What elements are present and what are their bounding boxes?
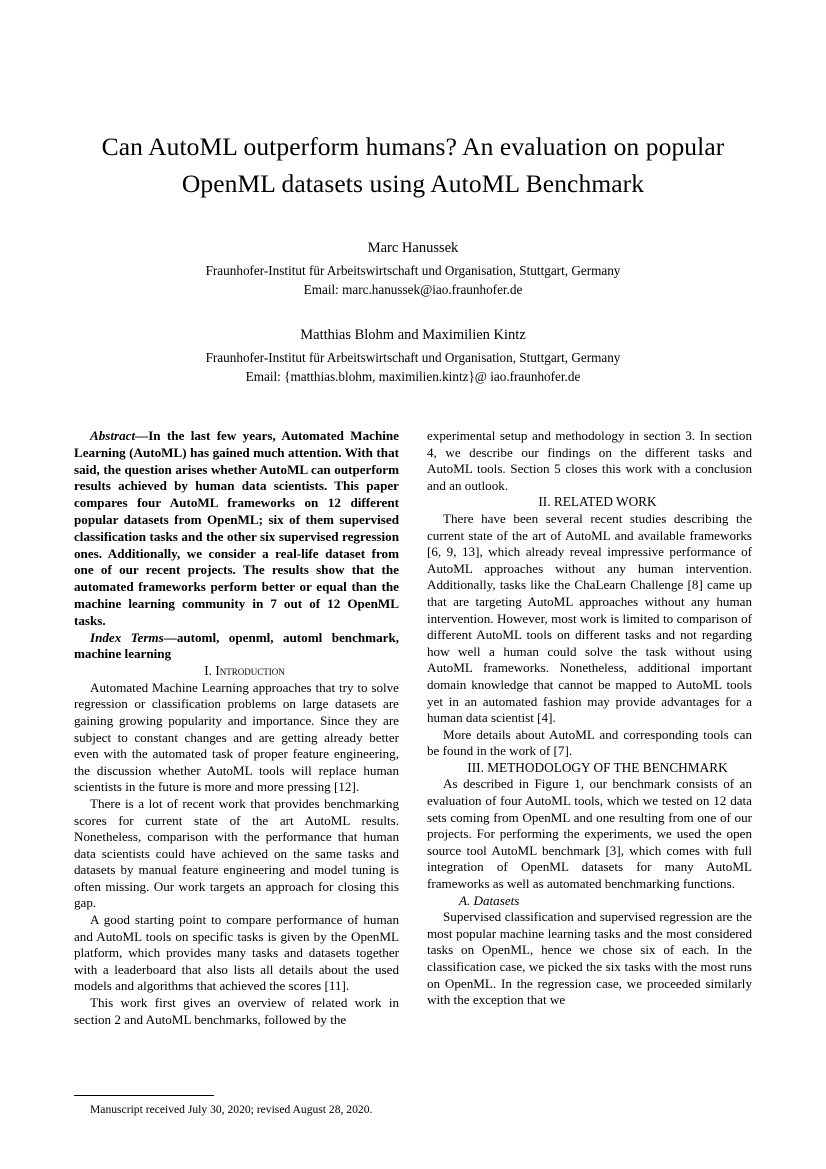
paragraph: A good starting point to compare performance of human and AutoML tools on specific tasks is given by the OpenML platform, which provides many tasks and datasets together with a leaderboard that also lists all details about the used models and algorithms that achieved the scores [11].: [74, 912, 399, 994]
abstract: [74, 428, 399, 630]
author-affiliation: Fraunhofer-Institut für Arbeitswirtschaft und Organisation, Stuttgart, Germany: [205, 350, 621, 365]
section-heading-introduction: I. Introduction: [204, 663, 285, 679]
subsection-heading-datasets: A. Datasets: [459, 892, 520, 908]
author-email: Email: marc.hanussek@iao.fraunhofer.de: [303, 282, 523, 297]
paragraph: More details about AutoML and corresponding tools can be found in the work of [7].: [427, 726, 752, 759]
author-group-1: [0, 238, 826, 299]
paragraph: Supervised classification and supervised regression are the most popular machine learning tasks and the most considered tasks on OpenML, hence we chose six of each. In the classification case, we picked the six tasks with the most runs on OpenML. In the regression case, we proceeded similarly with the exception that we: [427, 909, 752, 1008]
footnote-text: Manuscript received July 30, 2020; revised August 28, 2020.: [90, 1103, 373, 1116]
author-affiliation: Fraunhofer-Institut für Arbeitswirtschaft und Organisation, Stuttgart, Germany: [205, 263, 621, 278]
paragraph: experimental setup and methodology in section 3. In section 4, we describe our findings on the different tasks and AutoML tools. Section 5 closes this work with a conclusion and an outlook.: [427, 428, 752, 493]
footnote-area: [74, 1095, 399, 1117]
index-terms-label: Index Terms—: [90, 629, 177, 645]
index-terms-text: automl, openml, automl benchmark, machine learning: [74, 629, 399, 662]
abstract-text: In the last few years, Automated Machine Learning (AutoML) has gained much attention. With that said, the question arises whether AutoML can outperform results achieved by human data scientists. This paper compares four AutoML frameworks on 12 different popular datasets from OpenML; six of them supervised classification tasks and the other six supervised regression ones. Additionally, we consider a real-life dataset from one of our recent projects. The results show that the automated frameworks perform better or equal than the machine learning community in 7 out of 12 OpenML tasks.: [74, 428, 399, 628]
section-heading-methodology: III. METHODOLOGY OF THE BENCHMARK: [467, 759, 728, 775]
paragraph: There is a lot of recent work that provides benchmarking scores for current state of the art AutoML results. Nonetheless, comparison with the performance that human data scientists could have achieved on the same tasks and datasets by manual feature engineering and model tuning is often missing. Our work targets an approach for closing this gap.: [74, 795, 399, 911]
author-group-2: [0, 325, 826, 386]
authors-block: [0, 238, 826, 386]
paragraph: This work first gives an overview of related work in section 2 and AutoML benchmarks, followed by the: [74, 995, 399, 1027]
paragraph: There have been several recent studies describing the current state of the art of AutoML and available frameworks [6, 9, 13], which already reveal impressive performance of AutoML approaches without any human intervention. Additionally, tasks like the ChaLearn Challenge [8] came up that are targeting AutoML approaches without any human intervention. However, most work is limited to comparison of different AutoML tools on different tasks and not regarding how well a human could solve the task without using AutoML frameworks. Nonetheless, additional important domain knowledge that cannot be mapped to AutoML tools yet in an automated fashion may provide advantages for a human data scientist [4].: [427, 510, 752, 726]
right-column: [427, 428, 752, 1028]
title-block: [0, 0, 826, 202]
paragraph: Automated Machine Learning approaches that try to solve regression or classification problems on large datasets are gaining growing popularity and importance. Since they are subject to constant changes and are getting already better even with the automated task of proper feature engineering, the discussion whether AutoML tools will replace human scientists in the future is more and more pressing [12].: [74, 679, 399, 795]
author-name: Matthias Blohm and Maximilien Kintz: [300, 327, 526, 343]
index-terms: [74, 630, 399, 664]
paragraph: As described in Figure 1, our benchmark consists of an evaluation of four AutoML tools, which we tested on 12 data sets coming from OpenML and one resulting from one of our projects. For performing the experiments, we used the open source tool AutoML benchmark [3], which comes with full integration of OpenML datasets for many AutoML frameworks as well as automated benchmarking functions.: [427, 776, 752, 892]
page-title: Can AutoML outperform humans? An evaluation on popular OpenML datasets using AutoML Benchmark: [101, 132, 725, 198]
left-column: [74, 428, 399, 1028]
abstract-label: Abstract—: [90, 428, 149, 443]
section-heading-related-work: II. RELATED WORK: [538, 494, 657, 510]
body-columns: [74, 428, 752, 1028]
author-email: Email: {matthias.blohm, maximilien.kintz}@ iao.fraunhofer.de: [245, 369, 581, 384]
footnote-divider: [74, 1095, 214, 1096]
author-name: Marc Hanussek: [367, 240, 459, 256]
